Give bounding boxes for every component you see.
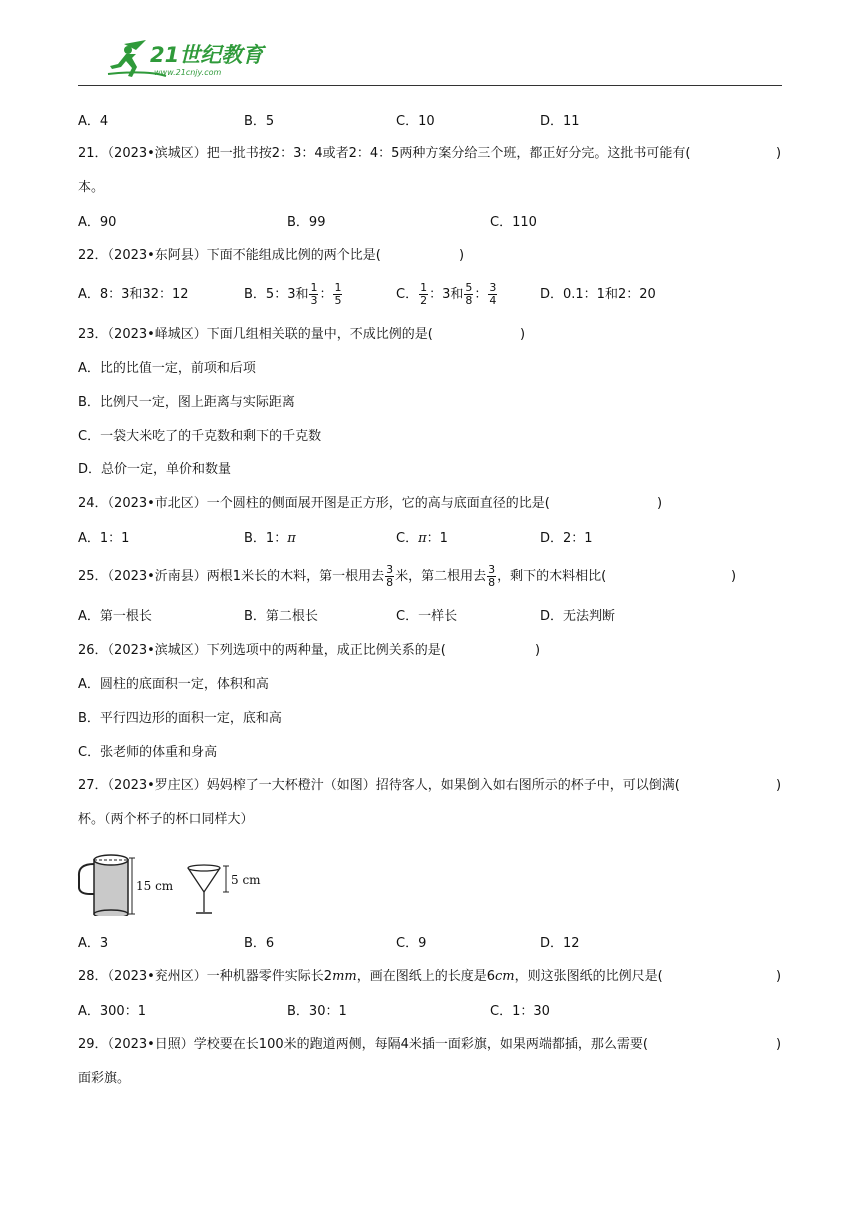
numerator: 1	[420, 281, 428, 294]
q26-option-a: A．圆柱的底面积一定，体积和高	[78, 677, 269, 692]
cups-figure	[76, 836, 286, 916]
q28-close-paren: )	[776, 969, 782, 984]
denominator: 4	[489, 294, 497, 307]
q22-option-c-mid: ：3和	[429, 287, 464, 302]
q23-close-paren: )	[520, 327, 526, 342]
q29-stem: 29．（2023•日照）学校要在长100米的跑道两侧，每隔4米插一面彩旗，如果两端都插，那么需要(	[78, 1037, 648, 1052]
colon: ：	[474, 287, 488, 302]
q23-option-b: B．比例尺一定，图上距离与实际距离	[78, 395, 295, 410]
q25-option-a: A．第一根长	[78, 609, 152, 624]
numerator: 1	[310, 281, 318, 294]
fraction	[487, 564, 496, 589]
fraction	[385, 564, 394, 589]
q21-option-a: A．90	[78, 215, 117, 230]
q22-option-a: A．8：3和32：12	[78, 287, 189, 302]
q26-stem: 26．（2023•滨城区）下列选项中的两种量，成正比例关系的是(	[78, 643, 446, 658]
q23-option-d: D．总价一定，单价和数量	[78, 462, 232, 477]
logo-text: 21世纪教育	[150, 43, 264, 67]
q24-option-d: D．2：1	[540, 531, 593, 546]
q25-option-c: C．一样长	[396, 609, 458, 624]
unit-cm: cm	[495, 969, 515, 984]
q29-close-paren: )	[776, 1037, 782, 1052]
numerator: 5	[465, 281, 473, 294]
glass-height-label: 5 cm	[231, 873, 261, 887]
q25-stem-part-1: 25．（2023•沂南县）两根1米长的木料，第一根用去	[78, 569, 385, 584]
numerator: 1	[334, 281, 342, 294]
fraction	[333, 282, 342, 307]
q21-stem: 21．（2023•滨城区）把一批书按2：3：4或者2：4：5两种方案分给三个班，都正好分完。这批书可能有(	[78, 146, 691, 161]
numerator: 3	[488, 563, 496, 576]
pi-symbol: π	[418, 531, 427, 546]
unit-mm: mm	[332, 969, 357, 984]
q21-option-c: C．110	[490, 215, 537, 230]
q24-option-b	[244, 531, 296, 547]
q26-option-c: C．张老师的体重和身高	[78, 745, 218, 760]
q23-option-a: A．比的比值一定，前项和后项	[78, 361, 256, 376]
q25-option-b: B．第二根长	[244, 609, 318, 624]
q27-option-d: D．12	[540, 936, 580, 951]
denominator: 8	[465, 294, 473, 307]
q24-option-c-suffix: ：1	[426, 531, 448, 546]
q22-option-d: D．0.1：1和2：20	[540, 287, 656, 302]
q27-tail: 杯。（两个杯子的杯口同样大）	[78, 812, 254, 827]
q26-option-b: B．平行四边形的面积一定，底和高	[78, 711, 282, 726]
site-logo	[106, 38, 286, 80]
header-divider	[78, 85, 782, 86]
q20-option-c: C．10	[396, 114, 435, 129]
denominator: 3	[310, 294, 318, 307]
fraction	[464, 282, 473, 307]
fraction	[419, 282, 428, 307]
q22-option-b-prefix: B．5：3和	[244, 287, 309, 302]
q25-stem-part-2: 米，第二根用去	[395, 569, 487, 584]
q28-option-c: C．1：30	[490, 1004, 550, 1019]
q24-option-b-prefix: B．1：	[244, 531, 288, 546]
denominator: 5	[334, 294, 342, 307]
q23-option-c: C．一袋大米吃了的千克数和剩下的千克数	[78, 429, 322, 444]
q20-option-d: D．11	[540, 114, 580, 129]
denominator: 8	[488, 576, 496, 589]
q24-option-c-prefix: C．	[396, 531, 419, 546]
mug-height-label: 15 cm	[136, 879, 174, 893]
q21-close-paren: )	[776, 146, 782, 161]
cups-diagram-icon	[76, 836, 286, 916]
q24-stem: 24．（2023•市北区）一个圆柱的侧面展开图是正方形，它的高与底面直径的比是(	[78, 496, 550, 511]
q22-option-c	[396, 277, 498, 313]
q28-stem-part-3: ，则这张图纸的比例尺是(	[514, 969, 663, 984]
q20-option-b: B．5	[244, 114, 275, 129]
q24-option-a: A．1：1	[78, 531, 130, 546]
q25-close-paren: )	[731, 569, 737, 584]
q28-option-a: A．300：1	[78, 1004, 146, 1019]
q25-option-d: D．无法判断	[540, 609, 616, 624]
q28-stem	[78, 969, 663, 985]
denominator: 8	[386, 576, 394, 589]
pi-symbol: π	[287, 531, 296, 546]
q24-option-c	[396, 531, 448, 547]
q28-option-b: B．30：1	[287, 1004, 347, 1019]
denominator: 2	[420, 294, 428, 307]
q24-close-paren: )	[657, 496, 663, 511]
q29-tail: 面彩旗。	[78, 1071, 131, 1086]
q27-close-paren: )	[776, 778, 782, 793]
q27-option-a: A．3	[78, 936, 109, 951]
q22-close-paren: )	[459, 248, 465, 263]
q20-option-a: A．4	[78, 114, 109, 129]
q25-stem-part-3: ，剩下的木料相比(	[497, 569, 607, 584]
q25-stem	[78, 559, 606, 595]
q22-option-c-prefix: C．	[396, 287, 419, 302]
colon: ：	[319, 287, 333, 302]
q28-stem-part-1: 28．（2023•兖州区）一种机器零件实际长2	[78, 969, 333, 984]
runner-logo-icon	[106, 38, 286, 80]
q26-close-paren: )	[535, 643, 541, 658]
logo-url-text: www.21cnjy.com	[154, 68, 222, 77]
q27-option-c: C．9	[396, 936, 427, 951]
fraction	[488, 282, 497, 307]
q21-tail: 本。	[78, 180, 105, 195]
q23-stem: 23．（2023•峄城区）下面几组相关联的量中，不成比例的是(	[78, 327, 433, 342]
fraction	[309, 282, 318, 307]
numerator: 3	[386, 563, 394, 576]
q27-option-b: B．6	[244, 936, 275, 951]
q22-stem: 22．（2023•东阿县）下面不能组成比例的两个比是(	[78, 248, 381, 263]
numerator: 3	[489, 281, 497, 294]
q28-stem-part-2: ，画在图纸上的长度是6	[356, 969, 496, 984]
q27-stem: 27．（2023•罗庄区）妈妈榨了一大杯橙汁（如图）招待客人，如果倒入如右图所示的杯子中，可以倒满(	[78, 778, 680, 793]
q22-option-b	[244, 277, 343, 313]
q21-option-b: B．99	[287, 215, 326, 230]
